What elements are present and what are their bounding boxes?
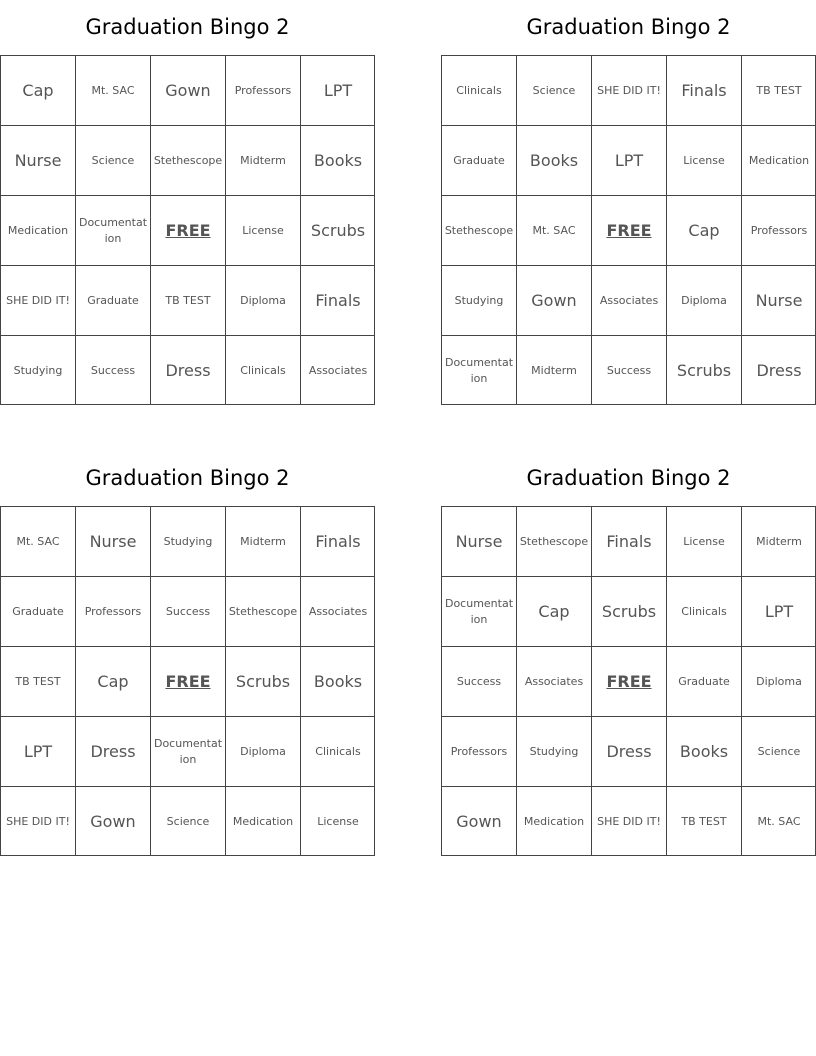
bingo-cell: Science (150, 786, 225, 856)
bingo-cell: Stethescope (516, 506, 591, 576)
bingo-cell: Associates (591, 265, 666, 335)
bingo-cell: Medication (225, 786, 300, 856)
bingo-cell: SHE DID IT! (591, 55, 666, 125)
bingo-cell: Studying (441, 265, 516, 335)
bingo-cell: Mt. SAC (75, 55, 150, 125)
bingo-cell: TB TEST (0, 646, 75, 716)
bingo-cell: Associates (516, 646, 591, 716)
bingo-cell: Nurse (75, 506, 150, 576)
bingo-cell: Stethescope (150, 125, 225, 195)
bingo-cell: Medication (741, 125, 816, 195)
bingo-cell: Diploma (666, 265, 741, 335)
bingo-cell: License (300, 786, 375, 856)
bingo-cell: Books (516, 125, 591, 195)
bingo-cell: Nurse (741, 265, 816, 335)
free-space-cell: FREE (591, 646, 666, 716)
bingo-grid (441, 506, 816, 856)
bingo-cell: LPT (591, 125, 666, 195)
bingo-cell: Finals (666, 55, 741, 125)
bingo-cell: SHE DID IT! (591, 786, 666, 856)
bingo-cell: Documentation (441, 576, 516, 646)
bingo-cell: Clinicals (666, 576, 741, 646)
bingo-cell: Professors (225, 55, 300, 125)
bingo-cell: Clinicals (441, 55, 516, 125)
bingo-cell: Nurse (0, 125, 75, 195)
free-space-cell: FREE (591, 195, 666, 265)
bingo-cell: Medication (0, 195, 75, 265)
bingo-cell: Mt. SAC (516, 195, 591, 265)
bingo-cell: Studying (0, 335, 75, 405)
bingo-cell: Scrubs (300, 195, 375, 265)
bingo-cell: Medication (516, 786, 591, 856)
card-title: Graduation Bingo 2 (526, 466, 731, 490)
bingo-cell: Midterm (741, 506, 816, 576)
bingo-cell: Clinicals (225, 335, 300, 405)
bingo-cell: Graduate (75, 265, 150, 335)
bingo-cell: Midterm (225, 125, 300, 195)
bingo-cell: Diploma (225, 716, 300, 786)
bingo-cell: Dress (591, 716, 666, 786)
bingo-cell: Dress (150, 335, 225, 405)
bingo-cell: SHE DID IT! (0, 786, 75, 856)
card-title: Graduation Bingo 2 (85, 466, 290, 490)
bingo-cell: Gown (75, 786, 150, 856)
bingo-cell: Scrubs (225, 646, 300, 716)
bingo-cell: Cap (666, 195, 741, 265)
bingo-cell: TB TEST (741, 55, 816, 125)
bingo-cell: Associates (300, 576, 375, 646)
bingo-cell: Success (441, 646, 516, 716)
bingo-cell: Gown (516, 265, 591, 335)
bingo-cell: SHE DID IT! (0, 265, 75, 335)
bingo-cell: Success (591, 335, 666, 405)
bingo-cell: Stethescope (441, 195, 516, 265)
bingo-cell: Finals (300, 506, 375, 576)
bingo-card-3 (0, 451, 375, 856)
bingo-cell: Finals (591, 506, 666, 576)
bingo-card-1 (0, 0, 375, 405)
bingo-cell: TB TEST (150, 265, 225, 335)
free-space-cell: FREE (150, 646, 225, 716)
bingo-cell: Associates (300, 335, 375, 405)
bingo-cell: Gown (441, 786, 516, 856)
bingo-cell: Clinicals (300, 716, 375, 786)
bingo-cell: Dress (75, 716, 150, 786)
bingo-cell: Science (75, 125, 150, 195)
bingo-cell: Cap (75, 646, 150, 716)
bingo-cell: License (225, 195, 300, 265)
bingo-grid (0, 506, 375, 856)
bingo-cell: Midterm (516, 335, 591, 405)
bingo-cell: Nurse (441, 506, 516, 576)
bingo-cell: Mt. SAC (0, 506, 75, 576)
bingo-cell: Professors (75, 576, 150, 646)
bingo-cell: Documentation (441, 335, 516, 405)
bingo-cell: Professors (441, 716, 516, 786)
bingo-cell: Cap (516, 576, 591, 646)
card-title: Graduation Bingo 2 (85, 15, 290, 39)
bingo-cell: Documentation (150, 716, 225, 786)
bingo-cell: Scrubs (591, 576, 666, 646)
bingo-cell: Gown (150, 55, 225, 125)
bingo-cell: Books (666, 716, 741, 786)
bingo-cell: LPT (741, 576, 816, 646)
card-title: Graduation Bingo 2 (526, 15, 731, 39)
bingo-cell: License (666, 506, 741, 576)
bingo-cell: Stethescope (225, 576, 300, 646)
bingo-cell: Studying (150, 506, 225, 576)
bingo-cell: LPT (0, 716, 75, 786)
bingo-cell: Dress (741, 335, 816, 405)
bingo-cell: Scrubs (666, 335, 741, 405)
bingo-cell: Graduate (666, 646, 741, 716)
bingo-cell: Success (75, 335, 150, 405)
bingo-cell: Cap (0, 55, 75, 125)
bingo-cell: Graduate (0, 576, 75, 646)
bingo-cell: Diploma (225, 265, 300, 335)
bingo-cell: Science (741, 716, 816, 786)
bingo-cell: Studying (516, 716, 591, 786)
free-space-cell: FREE (150, 195, 225, 265)
bingo-grid (0, 55, 375, 405)
bingo-cell: Finals (300, 265, 375, 335)
bingo-cell: TB TEST (666, 786, 741, 856)
bingo-cell: License (666, 125, 741, 195)
bingo-cell: Mt. SAC (741, 786, 816, 856)
bingo-cell: Professors (741, 195, 816, 265)
bingo-cell: Graduate (441, 125, 516, 195)
bingo-cell: Documentation (75, 195, 150, 265)
bingo-cell: Science (516, 55, 591, 125)
bingo-cell: Midterm (225, 506, 300, 576)
bingo-card-2 (441, 0, 816, 405)
bingo-cell: Success (150, 576, 225, 646)
bingo-grid (441, 55, 816, 405)
bingo-cell: LPT (300, 55, 375, 125)
bingo-cell: Books (300, 125, 375, 195)
bingo-cell: Diploma (741, 646, 816, 716)
bingo-cell: Books (300, 646, 375, 716)
bingo-card-4 (441, 451, 816, 856)
